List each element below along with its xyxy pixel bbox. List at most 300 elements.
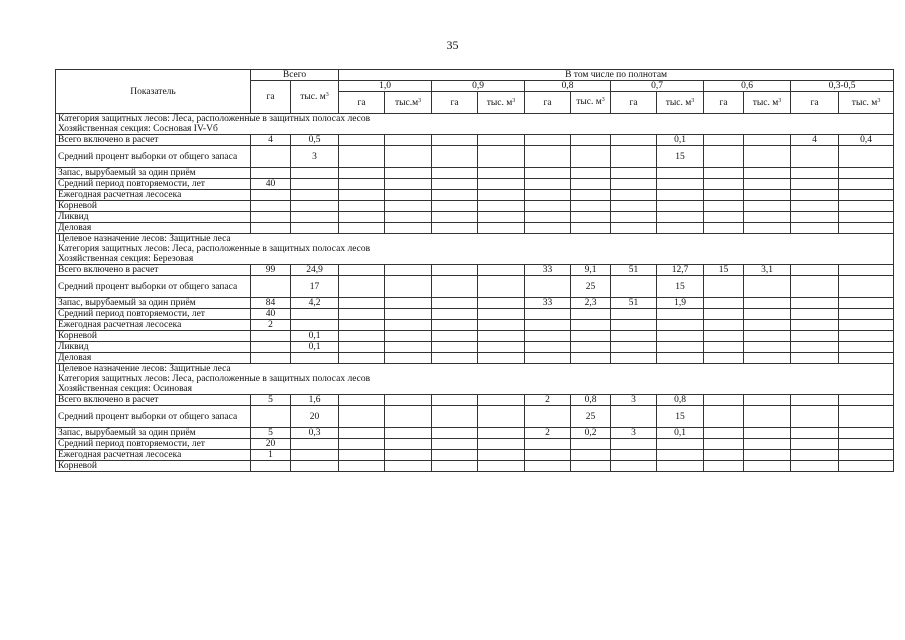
table-cell bbox=[432, 309, 478, 320]
table-cell bbox=[432, 342, 478, 353]
table-row bbox=[56, 201, 894, 212]
table-cell bbox=[291, 179, 339, 190]
table-cell bbox=[385, 309, 432, 320]
header-density-6: 0,3-0,5 bbox=[791, 81, 894, 92]
table-cell bbox=[432, 406, 478, 428]
table-cell: 0,1 bbox=[657, 135, 704, 146]
table-cell bbox=[744, 439, 791, 450]
table-cell bbox=[704, 461, 744, 472]
table-cell bbox=[744, 331, 791, 342]
table-cell bbox=[657, 450, 704, 461]
header-density-2: 0,9 bbox=[432, 81, 525, 92]
table-cell bbox=[657, 320, 704, 331]
table-cell bbox=[478, 395, 525, 406]
table-cell bbox=[478, 439, 525, 450]
table-cell: 0,8 bbox=[571, 395, 611, 406]
table-cell: 5 bbox=[251, 395, 291, 406]
table-cell bbox=[704, 212, 744, 223]
header-unit-vol: $тыс.м^3$ bbox=[385, 92, 432, 114]
header-unit-ha: га bbox=[791, 92, 839, 114]
table-cell bbox=[385, 331, 432, 342]
table-cell bbox=[791, 461, 839, 472]
table-cell: 33 bbox=[525, 265, 571, 276]
table-cell bbox=[339, 461, 385, 472]
table-row bbox=[56, 342, 894, 353]
table-cell bbox=[385, 168, 432, 179]
table-cell bbox=[744, 135, 791, 146]
table-cell bbox=[839, 298, 894, 309]
row-label: Всего включено в расчет bbox=[56, 265, 251, 276]
table-cell bbox=[478, 461, 525, 472]
table-cell: 51 bbox=[611, 298, 657, 309]
table-cell bbox=[744, 320, 791, 331]
row-label: Корневой bbox=[56, 331, 251, 342]
table-cell bbox=[571, 135, 611, 146]
table-cell bbox=[478, 309, 525, 320]
table-row bbox=[56, 320, 894, 331]
table-row bbox=[56, 450, 894, 461]
table-cell bbox=[657, 331, 704, 342]
table-cell bbox=[432, 331, 478, 342]
table-cell bbox=[432, 320, 478, 331]
table-cell bbox=[839, 406, 894, 428]
table-cell bbox=[432, 450, 478, 461]
table-cell bbox=[704, 353, 744, 364]
row-label: Запас, вырубаемый за один приём bbox=[56, 168, 251, 179]
table-cell bbox=[839, 309, 894, 320]
header-unit-vol: тыс. $м^3$ bbox=[657, 92, 704, 114]
table-cell bbox=[339, 428, 385, 439]
header-indicator: Показатель bbox=[56, 70, 251, 114]
table-cell bbox=[744, 428, 791, 439]
table-cell bbox=[385, 439, 432, 450]
table-cell: 0,1 bbox=[657, 428, 704, 439]
table-cell bbox=[744, 309, 791, 320]
table-cell: 15 bbox=[657, 406, 704, 428]
table-cell bbox=[525, 135, 571, 146]
table-cell bbox=[385, 353, 432, 364]
row-label: Ежегодная расчетная лесосека bbox=[56, 190, 251, 201]
section-heading-cell bbox=[56, 114, 894, 135]
table-cell bbox=[385, 320, 432, 331]
table-cell bbox=[478, 146, 525, 168]
table-cell bbox=[839, 179, 894, 190]
table-cell bbox=[744, 168, 791, 179]
table-cell bbox=[704, 320, 744, 331]
table-cell bbox=[791, 190, 839, 201]
table-row bbox=[56, 212, 894, 223]
row-label: Средний период повторяемости, лет bbox=[56, 179, 251, 190]
table-cell bbox=[744, 276, 791, 298]
row-label: Ликвид bbox=[56, 212, 251, 223]
table-cell bbox=[571, 146, 611, 168]
table-cell bbox=[385, 146, 432, 168]
table-cell bbox=[525, 342, 571, 353]
header-unit-ha: га bbox=[339, 92, 385, 114]
table-cell bbox=[339, 190, 385, 201]
table-row bbox=[56, 190, 894, 201]
table-cell bbox=[339, 406, 385, 428]
table-cell bbox=[478, 353, 525, 364]
table-cell bbox=[571, 223, 611, 234]
section-heading-line: Целевое назначение лесов: Защитные леса bbox=[58, 364, 231, 374]
table-cell bbox=[432, 223, 478, 234]
table-row bbox=[56, 168, 894, 179]
table-cell bbox=[525, 201, 571, 212]
table-cell: 84 bbox=[251, 298, 291, 309]
table-cell: 2 bbox=[525, 428, 571, 439]
table-cell bbox=[291, 190, 339, 201]
table-cell: 0,3 bbox=[291, 428, 339, 439]
section-heading-line: Хозяйственная секция: Березовая bbox=[58, 254, 194, 264]
table-cell bbox=[385, 298, 432, 309]
table-cell bbox=[291, 353, 339, 364]
table-cell bbox=[571, 168, 611, 179]
table-cell bbox=[339, 439, 385, 450]
table-cell bbox=[657, 342, 704, 353]
table-cell bbox=[571, 309, 611, 320]
table-cell: 40 bbox=[251, 179, 291, 190]
section-heading-line: Категория защитных лесов: Леса, расположенные в защитных полосах лесов bbox=[58, 374, 371, 384]
table-cell bbox=[744, 353, 791, 364]
table-cell bbox=[571, 439, 611, 450]
table-row bbox=[56, 146, 894, 168]
row-label: Корневой bbox=[56, 201, 251, 212]
table-row bbox=[56, 353, 894, 364]
section-heading-line: Хозяйственная секция: Осиновая bbox=[58, 384, 193, 394]
table-cell bbox=[525, 439, 571, 450]
table-cell bbox=[744, 146, 791, 168]
table-row bbox=[56, 179, 894, 190]
table-cell bbox=[385, 342, 432, 353]
table-cell: 4 bbox=[791, 135, 839, 146]
table-cell bbox=[385, 428, 432, 439]
row-label: Всего включено в расчет bbox=[56, 135, 251, 146]
table-cell bbox=[339, 395, 385, 406]
header-unit-ha: га bbox=[704, 92, 744, 114]
table-cell bbox=[704, 331, 744, 342]
table-cell bbox=[791, 428, 839, 439]
table-row bbox=[56, 276, 894, 298]
table-cell: 15 bbox=[704, 265, 744, 276]
table-cell: 4 bbox=[251, 135, 291, 146]
section-heading-line: Целевое назначение лесов: Защитные леса bbox=[58, 234, 231, 244]
table-cell bbox=[432, 428, 478, 439]
table-cell bbox=[432, 461, 478, 472]
table-cell bbox=[339, 223, 385, 234]
table-cell bbox=[432, 353, 478, 364]
table-cell bbox=[251, 461, 291, 472]
table-cell: 0,1 bbox=[291, 331, 339, 342]
table-cell bbox=[839, 212, 894, 223]
table-cell bbox=[478, 450, 525, 461]
table-cell bbox=[744, 201, 791, 212]
table-cell bbox=[478, 406, 525, 428]
header-unit-vol: тыс. $м^3$ bbox=[839, 92, 894, 114]
table-cell bbox=[839, 439, 894, 450]
table-cell bbox=[525, 146, 571, 168]
row-label: Запас, вырубаемый за один приём bbox=[56, 428, 251, 439]
table-cell: 5 bbox=[251, 428, 291, 439]
table-cell: 25 bbox=[571, 276, 611, 298]
header-total-ha: га bbox=[251, 81, 291, 114]
table-cell bbox=[385, 406, 432, 428]
table-cell bbox=[251, 201, 291, 212]
table-cell: 51 bbox=[611, 265, 657, 276]
row-label: Всего включено в расчет bbox=[56, 395, 251, 406]
table-cell bbox=[791, 223, 839, 234]
table-cell bbox=[611, 331, 657, 342]
table-cell bbox=[791, 168, 839, 179]
table-cell bbox=[839, 320, 894, 331]
table-row bbox=[56, 265, 894, 276]
table-cell bbox=[791, 309, 839, 320]
table-cell bbox=[704, 168, 744, 179]
forest-cutting-table bbox=[55, 69, 894, 472]
section-heading-line: Категория защитных лесов: Леса, расположенные в защитных полосах лесов bbox=[58, 114, 371, 124]
table-cell bbox=[339, 342, 385, 353]
table-cell bbox=[432, 146, 478, 168]
table-cell bbox=[704, 342, 744, 353]
table-cell: 4,2 bbox=[291, 298, 339, 309]
table-cell bbox=[385, 265, 432, 276]
header-unit-vol: тыс. $м^3$ bbox=[571, 92, 611, 114]
table-body bbox=[56, 114, 894, 472]
table-cell bbox=[704, 395, 744, 406]
table-cell bbox=[839, 276, 894, 298]
table-cell bbox=[339, 265, 385, 276]
table-cell bbox=[571, 331, 611, 342]
table-cell: 20 bbox=[251, 439, 291, 450]
table-cell bbox=[611, 223, 657, 234]
table-cell bbox=[611, 461, 657, 472]
table-cell bbox=[478, 428, 525, 439]
table-cell bbox=[791, 450, 839, 461]
table-cell bbox=[291, 439, 339, 450]
row-label: Средний процент выборки от общего запаса bbox=[56, 406, 251, 428]
table-cell bbox=[525, 309, 571, 320]
table-cell: 0,8 bbox=[657, 395, 704, 406]
table-cell bbox=[571, 190, 611, 201]
table-cell bbox=[611, 320, 657, 331]
table-cell bbox=[385, 179, 432, 190]
table-cell bbox=[478, 168, 525, 179]
table-cell bbox=[571, 201, 611, 212]
table-cell: 15 bbox=[657, 276, 704, 298]
table-cell bbox=[611, 179, 657, 190]
table-cell bbox=[839, 331, 894, 342]
table-cell bbox=[432, 179, 478, 190]
table-cell bbox=[339, 168, 385, 179]
table-cell bbox=[657, 309, 704, 320]
table-cell: 0,1 bbox=[291, 342, 339, 353]
table-cell bbox=[432, 212, 478, 223]
table-cell bbox=[385, 450, 432, 461]
section-heading-cell bbox=[56, 234, 894, 265]
table-cell bbox=[525, 450, 571, 461]
table-cell bbox=[657, 212, 704, 223]
table-cell bbox=[744, 450, 791, 461]
table-cell bbox=[791, 331, 839, 342]
table-cell bbox=[432, 168, 478, 179]
table-cell bbox=[432, 276, 478, 298]
table-cell bbox=[251, 212, 291, 223]
table-cell bbox=[525, 320, 571, 331]
table-cell bbox=[839, 450, 894, 461]
table-cell: 0,2 bbox=[571, 428, 611, 439]
table-cell bbox=[385, 223, 432, 234]
table-cell bbox=[478, 276, 525, 298]
header-density-4: 0,7 bbox=[611, 81, 704, 92]
table-cell bbox=[291, 320, 339, 331]
table-cell bbox=[657, 201, 704, 212]
table-cell bbox=[704, 135, 744, 146]
table-cell bbox=[744, 342, 791, 353]
table-cell bbox=[791, 320, 839, 331]
table-cell bbox=[744, 190, 791, 201]
table-cell bbox=[704, 406, 744, 428]
table-cell bbox=[571, 450, 611, 461]
table-row bbox=[56, 395, 894, 406]
table-cell bbox=[525, 168, 571, 179]
table-row bbox=[56, 406, 894, 428]
table-cell bbox=[839, 265, 894, 276]
table-row bbox=[56, 439, 894, 450]
header-density-5: 0,6 bbox=[704, 81, 791, 92]
table-row bbox=[56, 135, 894, 146]
table-cell bbox=[432, 439, 478, 450]
table-cell bbox=[525, 353, 571, 364]
row-label: Ликвид bbox=[56, 342, 251, 353]
table-cell bbox=[385, 190, 432, 201]
header-total-vol: тыс. $м^3$ bbox=[291, 81, 339, 114]
header-unit-vol: тыс. $м^3$ bbox=[478, 92, 525, 114]
table-cell bbox=[611, 342, 657, 353]
table-cell bbox=[339, 276, 385, 298]
table-cell bbox=[611, 190, 657, 201]
table-cell bbox=[525, 406, 571, 428]
section-heading bbox=[56, 234, 894, 265]
table-cell bbox=[339, 201, 385, 212]
table-cell bbox=[478, 190, 525, 201]
section-heading-line: Хозяйственная секция: Сосновая IV-Vб bbox=[58, 124, 218, 134]
table-cell bbox=[432, 190, 478, 201]
table-cell bbox=[839, 201, 894, 212]
table-cell bbox=[657, 439, 704, 450]
table-cell bbox=[791, 298, 839, 309]
table-cell bbox=[657, 461, 704, 472]
section-heading-line: Категория защитных лесов: Леса, расположенные в защитных полосах лесов bbox=[58, 244, 371, 254]
table-cell bbox=[478, 331, 525, 342]
table-cell bbox=[432, 395, 478, 406]
section-heading bbox=[56, 114, 894, 135]
table-cell bbox=[571, 212, 611, 223]
table-cell bbox=[571, 342, 611, 353]
table-cell bbox=[339, 320, 385, 331]
table-cell bbox=[791, 146, 839, 168]
table-cell: 0,4 bbox=[839, 135, 894, 146]
row-label: Деловая bbox=[56, 223, 251, 234]
table-cell bbox=[525, 190, 571, 201]
table-cell bbox=[339, 298, 385, 309]
table-cell bbox=[478, 265, 525, 276]
table-cell bbox=[339, 450, 385, 461]
table-cell bbox=[744, 461, 791, 472]
table-cell: 20 bbox=[291, 406, 339, 428]
table-cell bbox=[611, 276, 657, 298]
table-cell bbox=[791, 212, 839, 223]
table-cell: 2 bbox=[251, 320, 291, 331]
table-cell bbox=[478, 201, 525, 212]
table-cell bbox=[385, 461, 432, 472]
table-cell bbox=[657, 179, 704, 190]
table-cell bbox=[432, 265, 478, 276]
table-cell bbox=[339, 331, 385, 342]
table-cell bbox=[251, 146, 291, 168]
table-cell bbox=[432, 201, 478, 212]
table-cell bbox=[744, 212, 791, 223]
table-cell bbox=[339, 179, 385, 190]
table-cell bbox=[839, 428, 894, 439]
table-cell: 2,3 bbox=[571, 298, 611, 309]
table-cell bbox=[525, 212, 571, 223]
table-cell bbox=[385, 395, 432, 406]
table-cell bbox=[251, 331, 291, 342]
table-cell bbox=[611, 201, 657, 212]
table-cell bbox=[704, 201, 744, 212]
table-cell bbox=[839, 190, 894, 201]
table-cell: 1,6 bbox=[291, 395, 339, 406]
table-cell bbox=[385, 276, 432, 298]
table-cell bbox=[791, 265, 839, 276]
table-cell: 1,9 bbox=[657, 298, 704, 309]
table-cell bbox=[744, 298, 791, 309]
table-cell bbox=[704, 428, 744, 439]
table-cell: 3 bbox=[291, 146, 339, 168]
table-cell bbox=[744, 406, 791, 428]
table-header bbox=[56, 70, 894, 114]
table-cell bbox=[611, 135, 657, 146]
table-cell bbox=[525, 223, 571, 234]
table-cell bbox=[657, 223, 704, 234]
section-heading bbox=[56, 364, 894, 395]
table-cell bbox=[525, 179, 571, 190]
row-label: Запас, вырубаемый за один приём bbox=[56, 298, 251, 309]
table-cell bbox=[385, 212, 432, 223]
table-cell bbox=[251, 168, 291, 179]
table-cell bbox=[571, 179, 611, 190]
table-cell bbox=[611, 168, 657, 179]
table-cell: 25 bbox=[571, 406, 611, 428]
table-cell: 1 bbox=[251, 450, 291, 461]
table-cell bbox=[478, 298, 525, 309]
table-cell bbox=[791, 395, 839, 406]
table-row bbox=[56, 331, 894, 342]
table-cell bbox=[839, 461, 894, 472]
header-unit-ha: га bbox=[432, 92, 478, 114]
section-heading-cell bbox=[56, 364, 894, 395]
table-cell bbox=[251, 342, 291, 353]
table-cell bbox=[839, 342, 894, 353]
table-cell bbox=[839, 353, 894, 364]
table-cell bbox=[744, 395, 791, 406]
row-label: Ежегодная расчетная лесосека bbox=[56, 450, 251, 461]
table-cell bbox=[339, 309, 385, 320]
table-cell: 3,1 bbox=[744, 265, 791, 276]
table-cell bbox=[291, 168, 339, 179]
table-cell: 3 bbox=[611, 428, 657, 439]
table-cell bbox=[339, 212, 385, 223]
